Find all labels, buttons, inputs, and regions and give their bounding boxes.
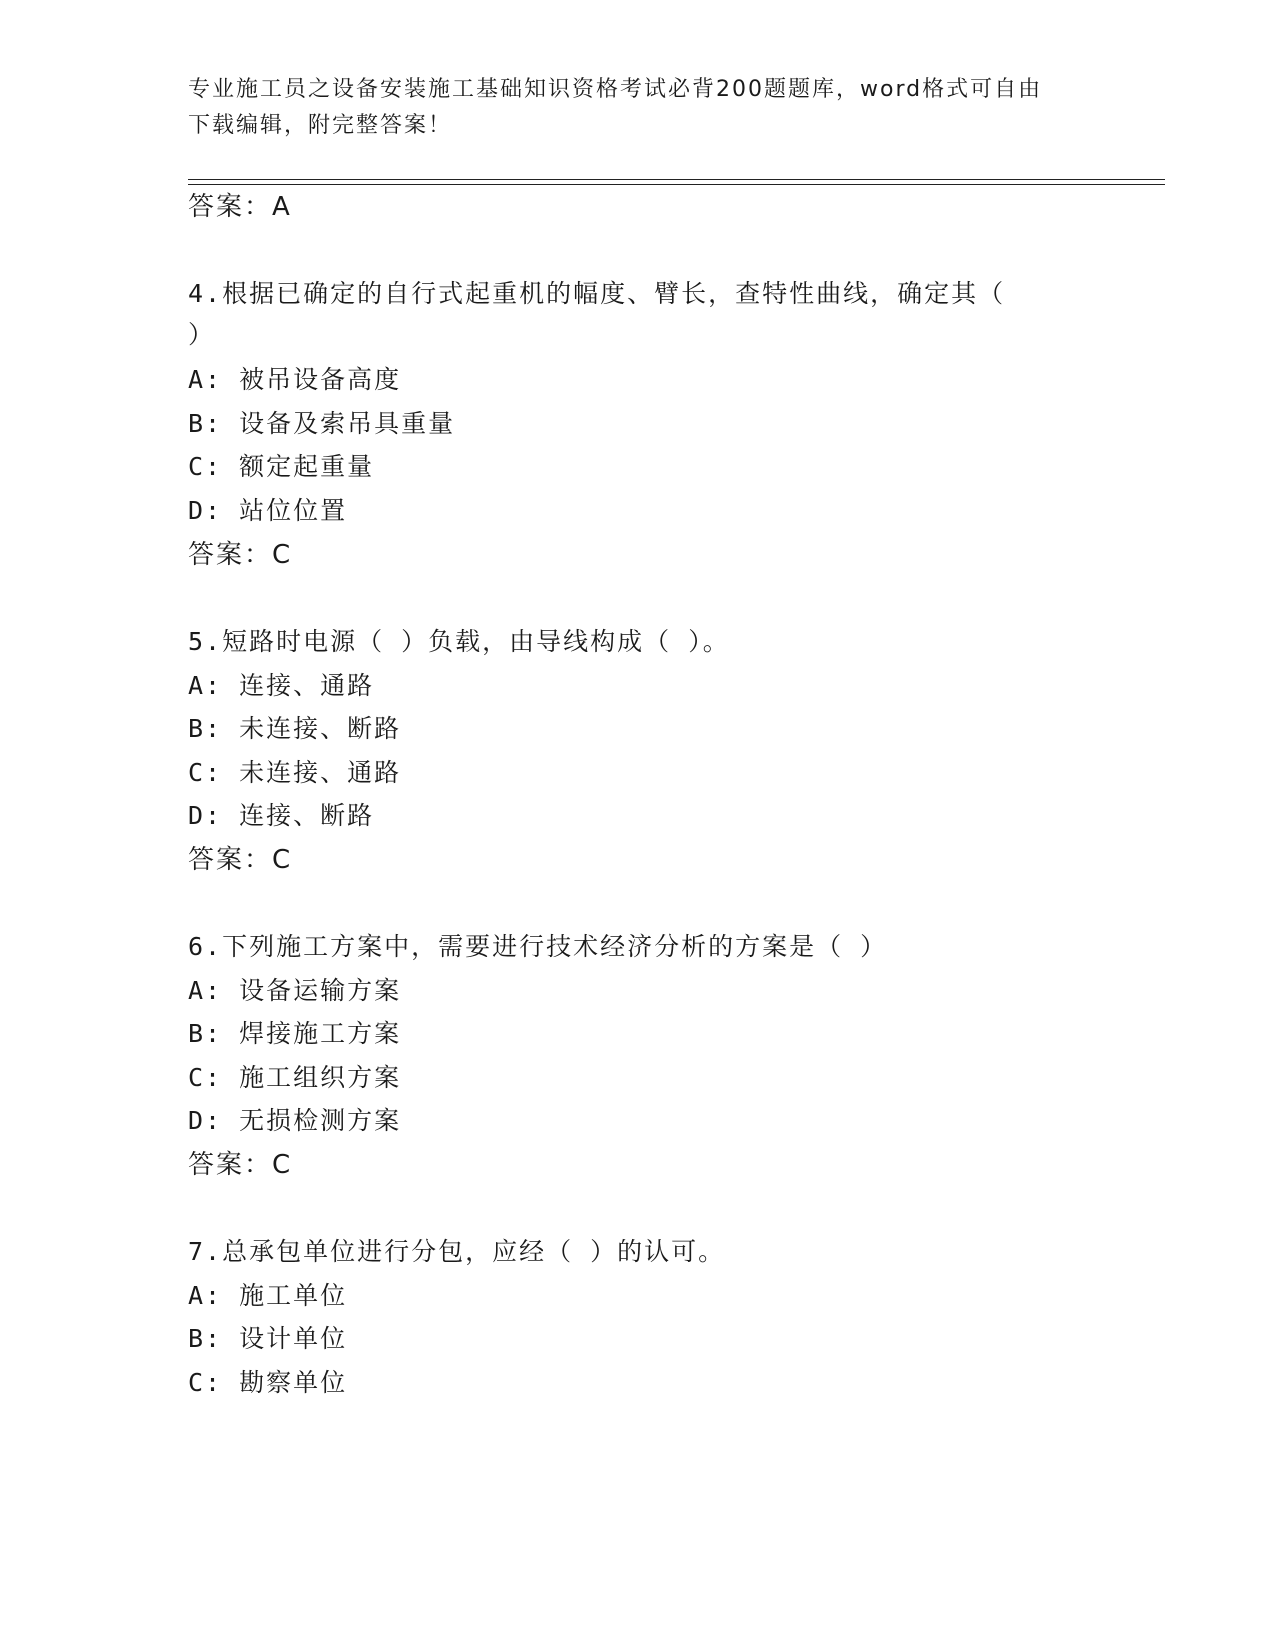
question-5-option-d: D: 连接、断路 — [188, 801, 375, 830]
question-7-option-c: C: 勘察单位 — [188, 1368, 348, 1397]
question-4-option-d: D: 站位位置 — [188, 496, 348, 525]
question-5-option-a: A: 连接、通路 — [188, 671, 375, 700]
header-divider-thick — [188, 179, 1165, 180]
header-divider-thin — [188, 184, 1165, 185]
question-6-option-b: B: 焊接施工方案 — [188, 1019, 402, 1048]
header-line-1: 专业施工员之设备安装施工基础知识资格考试必背200题题库，word格式可自由 — [188, 77, 1043, 102]
question-5-stem: 5.短路时电源（ ）负载，由导线构成（ ）。 — [188, 627, 730, 656]
question-6-stem: 6.下列施工方案中，需要进行技术经济分析的方案是（ ） — [188, 932, 888, 961]
header-line-2: 下载编辑，附完整答案！ — [188, 113, 453, 138]
question-6-option-a: A: 设备运输方案 — [188, 976, 402, 1005]
question-7-option-b: B: 设计单位 — [188, 1324, 348, 1353]
document-header — [188, 72, 1088, 144]
question-4-stem-line-2: ） — [188, 320, 216, 349]
question-7-option-a: A: 施工单位 — [188, 1281, 348, 1310]
question-5-answer: 答案：C — [188, 845, 293, 875]
question-4-option-b: B: 设备及索吊具重量 — [188, 409, 456, 438]
answer-previous: 答案：A — [188, 192, 292, 222]
question-6-option-c: C: 施工组织方案 — [188, 1063, 402, 1092]
question-4-option-c: C: 额定起重量 — [188, 452, 375, 481]
question-5-option-b: B: 未连接、断路 — [188, 714, 402, 743]
question-4-option-a: A: 被吊设备高度 — [188, 365, 402, 394]
question-4-stem-line-1: 4.根据已确定的自行式起重机的幅度、臂长，查特性曲线，确定其（ — [188, 279, 1006, 308]
question-7-stem: 7.总承包单位进行分包，应经（ ）的认可。 — [188, 1237, 726, 1266]
question-6-answer: 答案：C — [188, 1150, 293, 1180]
question-5-option-c: C: 未连接、通路 — [188, 758, 402, 787]
question-4-answer: 答案：C — [188, 540, 293, 570]
question-6-option-d: D: 无损检测方案 — [188, 1106, 402, 1135]
